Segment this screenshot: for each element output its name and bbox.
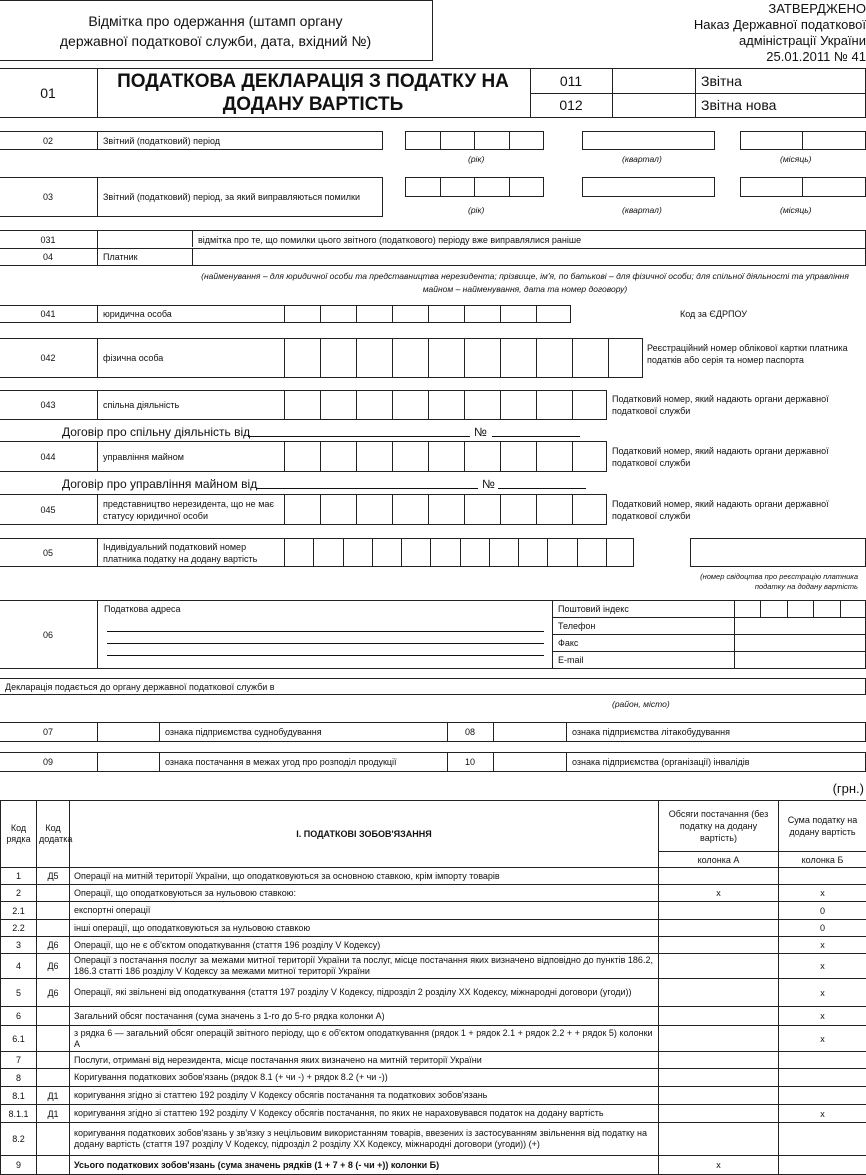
personal-id-digit-cell[interactable] xyxy=(464,339,500,377)
joint-tax-number-digit-cell[interactable] xyxy=(356,391,392,419)
address-line[interactable] xyxy=(107,655,544,656)
row-code: 1 xyxy=(1,868,37,885)
quarter-label: (квартал) xyxy=(622,154,662,164)
row-label: ознака підприємства суднобудування xyxy=(159,723,322,741)
row-code: 04 xyxy=(0,248,97,265)
edrpou-digit-cell[interactable] xyxy=(392,306,428,322)
year-digit-cell[interactable] xyxy=(405,131,441,150)
row-label: Звітний (податковий) період xyxy=(97,132,220,149)
col-a-value[interactable] xyxy=(659,1087,779,1105)
row-label: юридична особа xyxy=(97,306,282,322)
row-description: Послуги, отримані від нерезидента, місце постачання яких визначено на митній території України xyxy=(70,1052,659,1069)
flag-row xyxy=(0,722,866,742)
fax-label: Факс xyxy=(552,634,578,651)
approval-note xyxy=(694,1,866,65)
row-label: Індивідуальний податковий номер платника податку на додану вартість xyxy=(97,539,282,566)
phone-label: Телефон xyxy=(552,617,595,634)
report-new-label: Звітна нова xyxy=(695,93,776,117)
year-digit-cell[interactable] xyxy=(440,177,476,197)
nonresident-tax-number-digit-cell[interactable] xyxy=(536,495,572,524)
table-row xyxy=(1,1105,866,1123)
page-title: ПОДАТКОВА ДЕКЛАРАЦІЯ З ПОДАТКУ НА ДОДАНУ ВАРТІСТЬ xyxy=(97,69,529,117)
property-tax-number-digit-cell[interactable] xyxy=(320,442,356,471)
contract-property-label: Договір про управління майном від xyxy=(62,477,257,491)
appendix-code: Д1 xyxy=(37,1087,70,1105)
row-code: 4 xyxy=(1,954,37,979)
section-title: І. ПОДАТКОВІ ЗОБОВ'ЯЗАННЯ xyxy=(70,801,659,868)
edrpou-digit-cell[interactable] xyxy=(356,306,392,322)
row-code: 5 xyxy=(1,979,37,1007)
receipt-stamp-box xyxy=(0,0,433,61)
production-sharing-checkbox[interactable] xyxy=(97,753,159,771)
table-row xyxy=(1,1123,866,1156)
row-044 xyxy=(0,441,607,472)
appendix-code xyxy=(37,885,70,902)
row-label: відмітка про те, що помилки цього звітного (податкового) періоду вже виправлялися раніше xyxy=(192,231,581,248)
payer-name-field[interactable] xyxy=(192,248,865,265)
col-a-value[interactable] xyxy=(659,1069,779,1087)
year-label: (рік) xyxy=(468,205,484,215)
appendix-code xyxy=(37,920,70,937)
row-03 xyxy=(0,177,383,217)
col-a-value[interactable] xyxy=(659,1026,779,1052)
col-a-label: колонка А xyxy=(659,852,779,868)
row-code: 6.1 xyxy=(1,1026,37,1052)
nonresident-tax-number-digit-cell[interactable] xyxy=(572,495,608,524)
r045-note: Податковий номер, який надають органи державної податкової служби xyxy=(612,498,866,522)
col-a-value[interactable] xyxy=(659,1007,779,1026)
postal-digit-cell[interactable] xyxy=(840,601,866,617)
month-digit-cell[interactable] xyxy=(740,177,803,197)
row-description: експортні операції xyxy=(70,902,659,920)
table-row xyxy=(1,1087,866,1105)
edrpou-digit-cell[interactable] xyxy=(428,306,464,322)
approval-line: адміністрації України xyxy=(694,33,866,49)
table-row xyxy=(1,954,866,979)
row-label: Звітний (податковий) період, за який виправляються помилки xyxy=(97,178,377,216)
property-tax-number-digit-cell[interactable] xyxy=(356,442,392,471)
nonresident-tax-number-digit-cell[interactable] xyxy=(428,495,464,524)
col-a-value[interactable]: x xyxy=(659,885,779,902)
appendix-code xyxy=(37,902,70,920)
fax-field[interactable] xyxy=(734,634,865,651)
property-tax-number-digit-cell[interactable] xyxy=(536,442,572,471)
quarter-cell[interactable] xyxy=(582,131,715,150)
row-label: ознака постачання в межах угод про розподіл продукції xyxy=(159,753,397,771)
tax-address-label: Податкова адреса xyxy=(104,604,180,614)
edrpou-digit-cell[interactable] xyxy=(536,306,572,322)
appendix-code xyxy=(37,1069,70,1087)
col-b-value[interactable] xyxy=(779,1069,866,1087)
table-row xyxy=(1,1026,866,1052)
row-code: 7 xyxy=(1,1052,37,1069)
payer-note: (найменування – для юридичної особи та представництва нерезидента; прізвище, ім'я, по батькові – для фізичної особи; для спільної діяльності та управління майном – найменування, дата та номер договору) xyxy=(200,270,850,296)
nonresident-tax-number-digit-cell[interactable] xyxy=(320,495,356,524)
row-code: 08 xyxy=(447,723,493,741)
header-col-b: Сума податку на додану вартість xyxy=(779,801,866,852)
row-05 xyxy=(0,538,634,567)
table-row xyxy=(1,885,866,902)
month-digit-cell[interactable] xyxy=(802,131,866,150)
row-code: 06 xyxy=(0,601,97,668)
currency-label: (грн.) xyxy=(833,781,864,796)
contract-property-number-field[interactable] xyxy=(498,488,586,489)
title-block xyxy=(0,68,866,118)
row-045 xyxy=(0,494,607,525)
personal-id-digit-cell[interactable] xyxy=(356,339,392,377)
vat-ipn-digit-cell[interactable] xyxy=(343,539,372,566)
nonresident-tax-number-digit-cell[interactable] xyxy=(500,495,536,524)
year-digit-cell[interactable] xyxy=(405,177,441,197)
postal-digit-cell[interactable] xyxy=(813,601,839,617)
table-row xyxy=(1,1156,866,1175)
property-tax-number-digit-cell[interactable] xyxy=(572,442,608,471)
table-row xyxy=(1,868,866,885)
errors-corrected-checkbox[interactable] xyxy=(97,231,192,248)
email-field[interactable] xyxy=(734,651,865,668)
appendix-code: Д6 xyxy=(37,937,70,954)
contract-property-date-field[interactable] xyxy=(256,488,478,489)
stamp-text: Відмітка про одержання (штамп органу державної податкової служби, дата, вхідний №) xyxy=(59,11,372,51)
property-tax-number-digit-cell[interactable] xyxy=(500,442,536,471)
joint-tax-number-digit-cell[interactable] xyxy=(428,391,464,419)
vat-certificate-note: (номер свідоцтва про реєстрацію платника податку на додану вартість xyxy=(680,572,858,592)
vat-ipn-digit-cell[interactable] xyxy=(372,539,401,566)
code-012: 012 xyxy=(530,93,612,117)
address-line[interactable] xyxy=(107,643,544,644)
report-type-checkbox[interactable] xyxy=(612,69,695,93)
row-code: 6 xyxy=(1,1007,37,1026)
contract-joint-no-label: № xyxy=(474,425,487,439)
quarter-label: (квартал) xyxy=(622,205,662,215)
row-code: 2.2 xyxy=(1,920,37,937)
col-b-value[interactable]: 0 xyxy=(779,920,866,937)
row-06 xyxy=(0,600,866,669)
personal-id-digit-cell[interactable] xyxy=(392,339,428,377)
year-label: (рік) xyxy=(468,154,484,164)
vat-ipn-digit-cell[interactable] xyxy=(401,539,430,566)
aircraft-checkbox[interactable] xyxy=(493,723,566,741)
row-code: 8.1.1 xyxy=(1,1105,37,1123)
edrpou-digit-cell[interactable] xyxy=(464,306,500,322)
vat-ipn-digit-cell[interactable] xyxy=(284,539,313,566)
appendix-code: Д6 xyxy=(37,979,70,1007)
tax-liabilities-table xyxy=(0,800,866,1175)
joint-tax-number-digit-cell[interactable] xyxy=(392,391,428,419)
row-description: коригування згідно зі статтею 192 розділу V Кодексу обсягів постачання, по яких не нараховувався податок на додану вартість xyxy=(70,1105,659,1123)
table-row xyxy=(1,902,866,920)
table-row xyxy=(1,1069,866,1087)
row-code: 8 xyxy=(1,1069,37,1087)
tax-office-label: Декларація подається до органу державної податкової служби в xyxy=(5,682,275,692)
year-digit-cell[interactable] xyxy=(440,131,476,150)
col-b-value[interactable] xyxy=(779,1156,866,1175)
col-a-value[interactable] xyxy=(659,868,779,885)
postal-label: Поштовий індекс xyxy=(552,601,629,617)
vat-ipn-digit-cell[interactable] xyxy=(547,539,576,566)
row-label: Платник xyxy=(97,248,138,265)
col-b-value[interactable]: 0 xyxy=(779,902,866,920)
tax-office-note: (район, місто) xyxy=(612,699,670,709)
disabled-enterprise-checkbox[interactable] xyxy=(493,753,566,771)
appendix-code: Д5 xyxy=(37,868,70,885)
table-row xyxy=(1,979,866,1007)
appendix-code: Д1 xyxy=(37,1105,70,1123)
report-new-checkbox[interactable] xyxy=(612,93,695,117)
row-code: 2 xyxy=(1,885,37,902)
col-a-value[interactable] xyxy=(659,1105,779,1123)
row-label: ознака підприємства літакобудування xyxy=(566,723,730,741)
row-description: Коригування податкових зобов'язань (рядок 8.1 (+ чи -) + рядок 8.2 (+ чи -)) xyxy=(70,1069,659,1087)
vat-ipn-digit-cell[interactable] xyxy=(430,539,459,566)
row-label: спільна діяльність xyxy=(97,391,282,419)
row-code: 05 xyxy=(0,539,97,566)
property-tax-number-digit-cell[interactable] xyxy=(284,442,320,471)
tax-office-field[interactable] xyxy=(0,678,866,695)
joint-tax-number-digit-cell[interactable] xyxy=(536,391,572,419)
col-b-value[interactable] xyxy=(779,868,866,885)
row-description: Операції, що оподатковуються за нульовою ставкою: xyxy=(70,885,659,902)
row-042 xyxy=(0,338,643,378)
row-code: 044 xyxy=(0,442,97,471)
joint-tax-number-digit-cell[interactable] xyxy=(464,391,500,419)
flag-row xyxy=(0,752,866,772)
col-b-value[interactable] xyxy=(779,1052,866,1069)
appendix-code xyxy=(37,1052,70,1069)
postal-digit-cell[interactable] xyxy=(787,601,813,617)
appendix-code xyxy=(37,1123,70,1156)
row-code: 9 xyxy=(1,1156,37,1175)
vat-ipn-digit-cell[interactable] xyxy=(460,539,489,566)
row-code: 02 xyxy=(0,132,97,149)
vat-ipn-digit-cell[interactable] xyxy=(313,539,342,566)
report-type-label: Звітна xyxy=(695,69,742,93)
table-row xyxy=(1,937,866,954)
r044-note: Податковий номер, який надають органи державної податкової служби xyxy=(612,445,866,469)
row-041 xyxy=(0,305,571,323)
col-a-value[interactable] xyxy=(659,937,779,954)
col-a-value[interactable] xyxy=(659,979,779,1007)
personal-id-digit-cell[interactable] xyxy=(608,339,644,377)
nonresident-tax-number-digit-cell[interactable] xyxy=(464,495,500,524)
contract-joint-label: Договір про спільну діяльність від xyxy=(62,425,250,439)
col-b-value[interactable]: x xyxy=(779,885,866,902)
email-label: E-mail xyxy=(552,651,584,668)
row-code: 09 xyxy=(0,753,97,771)
year-digit-cell[interactable] xyxy=(474,177,510,197)
header-appendix-code: Код додатка xyxy=(37,801,70,868)
year-digit-cell[interactable] xyxy=(509,131,545,150)
joint-tax-number-digit-cell[interactable] xyxy=(284,391,320,419)
col-b-value[interactable] xyxy=(779,1087,866,1105)
vat-certificate-field[interactable] xyxy=(690,538,866,567)
row-label: фізична особа xyxy=(97,339,282,377)
contract-joint-date-field[interactable] xyxy=(248,436,470,437)
nonresident-tax-number-digit-cell[interactable] xyxy=(356,495,392,524)
col-b-label: колонка Б xyxy=(779,852,866,868)
month-digit-cell[interactable] xyxy=(802,177,866,197)
row-description: Усього податкових зобов'язань (сума значень рядків (1 + 7 + 8 (- чи +)) колонки Б) xyxy=(70,1156,659,1175)
joint-tax-number-digit-cell[interactable] xyxy=(500,391,536,419)
postal-digit-cell[interactable] xyxy=(734,601,760,617)
approval-line: ЗАТВЕРДЖЕНО xyxy=(694,1,866,17)
row-description: інші операції, що оподатковуються за нульовою ставкою xyxy=(70,920,659,937)
row-label: управління майном xyxy=(97,442,282,471)
title-code: 01 xyxy=(0,69,97,117)
edrpou-label: Код за ЄДРПОУ xyxy=(680,309,747,319)
appendix-code: Д6 xyxy=(37,954,70,979)
year-digit-cell[interactable] xyxy=(509,177,545,197)
row-label: представництво нерезидента, що не має статусу юридичної особи xyxy=(97,495,282,524)
address-line[interactable] xyxy=(107,631,544,632)
r042-note: Реєстраційний номер облікової картки платника податків або серія та номер паспорта xyxy=(647,342,862,366)
col-a-value[interactable] xyxy=(659,954,779,979)
month-label: (місяць) xyxy=(780,205,812,215)
appendix-code xyxy=(37,1026,70,1052)
month-label: (місяць) xyxy=(780,154,812,164)
edrpou-digit-cell[interactable] xyxy=(320,306,356,322)
personal-id-digit-cell[interactable] xyxy=(500,339,536,377)
appendix-code xyxy=(37,1007,70,1026)
year-digit-cell[interactable] xyxy=(474,131,510,150)
col-b-value[interactable]: x xyxy=(779,1007,866,1026)
property-tax-number-digit-cell[interactable] xyxy=(392,442,428,471)
col-a-value[interactable] xyxy=(659,902,779,920)
col-b-value[interactable]: x xyxy=(779,954,866,979)
row-description: коригування податкових зобов'язань у зв'язку з нецільовим використанням товарів, ввезених із застосуванням звільнення від податку на додану вартість (стаття 197 розділу V Кодексу, підрозділ 2 розділу XX Кодексу, міжнародні договори (угоди)) (+) xyxy=(70,1123,659,1156)
joint-tax-number-digit-cell[interactable] xyxy=(572,391,608,419)
col-b-value[interactable]: x xyxy=(779,1105,866,1123)
row-description: з рядка 6 — загальний обсяг операцій звітного періоду, що є об'єктом оподаткування (рядок 1 + рядок 2.1 + рядок 2.2 + + рядок 5) колонки А xyxy=(70,1026,659,1052)
row-code: 10 xyxy=(447,753,493,771)
approval-line: 25.01.2011 № 41 xyxy=(694,49,866,65)
table-row xyxy=(1,1052,866,1069)
col-a-value[interactable] xyxy=(659,1123,779,1156)
nonresident-tax-number-digit-cell[interactable] xyxy=(392,495,428,524)
shipbuilding-checkbox[interactable] xyxy=(97,723,159,741)
personal-id-digit-cell[interactable] xyxy=(572,339,608,377)
phone-field[interactable] xyxy=(734,617,865,634)
personal-id-digit-cell[interactable] xyxy=(320,339,356,377)
row-code: 042 xyxy=(0,339,97,377)
property-tax-number-digit-cell[interactable] xyxy=(464,442,500,471)
contract-property-no-label: № xyxy=(482,477,495,491)
col-b-value[interactable]: x xyxy=(779,937,866,954)
row-code: 03 xyxy=(0,178,97,216)
col-a-value[interactable]: x xyxy=(659,1156,779,1175)
row-description: Операції, які звільнені від оподаткування (стаття 197 розділу V Кодексу, підрозділ 2 розділу XX Кодексу, міжнародні договори (угоди)) xyxy=(70,979,659,1007)
property-tax-number-digit-cell[interactable] xyxy=(428,442,464,471)
edrpou-digit-cell[interactable] xyxy=(500,306,536,322)
row-code: 8.2 xyxy=(1,1123,37,1156)
row-code: 07 xyxy=(0,723,97,741)
row-code: 043 xyxy=(0,391,97,419)
row-code: 031 xyxy=(0,231,97,248)
row-code: 3 xyxy=(1,937,37,954)
vat-ipn-digit-cell[interactable] xyxy=(489,539,518,566)
personal-id-digit-cell[interactable] xyxy=(428,339,464,377)
header-row-code: Код рядка xyxy=(1,801,37,868)
quarter-cell[interactable] xyxy=(582,177,715,197)
edrpou-digit-cell[interactable] xyxy=(284,306,320,322)
row-code: 2.1 xyxy=(1,902,37,920)
row-description: Операції з постачання послуг за межами митної території України та послуг, місце постачання яких визначено відповідно до пунктів 186.2, 186.3 статті 186 розділу V Кодексу за межами митної території України xyxy=(70,954,659,979)
row-02 xyxy=(0,131,383,150)
row-code: 8.1 xyxy=(1,1087,37,1105)
col-b-value[interactable]: x xyxy=(779,979,866,1007)
personal-id-digit-cell[interactable] xyxy=(284,339,320,377)
row-description: Операції на митній території України, що оподатковуються за основною ставкою, крім імпорту товарів xyxy=(70,868,659,885)
col-b-value[interactable]: x xyxy=(779,1026,866,1052)
appendix-code xyxy=(37,1156,70,1175)
row-043 xyxy=(0,390,607,420)
code-011: 011 xyxy=(530,69,612,93)
row-description: Загальний обсяг постачання (сума значень з 1-го до 5-го рядка колонки А) xyxy=(70,1007,659,1026)
row-description: коригування згідно зі статтею 192 розділу V Кодексу обсягів постачання та податкових зобов'язань xyxy=(70,1087,659,1105)
row-code: 041 xyxy=(0,306,97,322)
r043-note: Податковий номер, який надають органи державної податкової служби xyxy=(612,393,866,417)
row-label: ознака підприємства (організації) інвалідів xyxy=(566,753,750,771)
vat-ipn-digit-cell[interactable] xyxy=(518,539,547,566)
joint-tax-number-digit-cell[interactable] xyxy=(320,391,356,419)
header-col-a: Обсяги постачання (без податку на додану вартість) xyxy=(659,801,779,852)
month-digit-cell[interactable] xyxy=(740,131,803,150)
personal-id-digit-cell[interactable] xyxy=(536,339,572,377)
nonresident-tax-number-digit-cell[interactable] xyxy=(284,495,320,524)
col-b-value[interactable] xyxy=(779,1123,866,1156)
postal-digit-cell[interactable] xyxy=(760,601,786,617)
contract-joint-number-field[interactable] xyxy=(492,436,580,437)
row-code: 045 xyxy=(0,495,97,524)
col-a-value[interactable] xyxy=(659,1052,779,1069)
approval-line: Наказ Державної податкової xyxy=(694,17,866,33)
vat-ipn-digit-cell[interactable] xyxy=(577,539,606,566)
col-a-value[interactable] xyxy=(659,920,779,937)
rows-031-04 xyxy=(0,230,866,266)
table-row xyxy=(1,920,866,937)
table-row xyxy=(1,1007,866,1026)
vat-ipn-digit-cell[interactable] xyxy=(606,539,635,566)
row-description: Операції, що не є об'єктом оподаткування (стаття 196 розділу V Кодексу) xyxy=(70,937,659,954)
